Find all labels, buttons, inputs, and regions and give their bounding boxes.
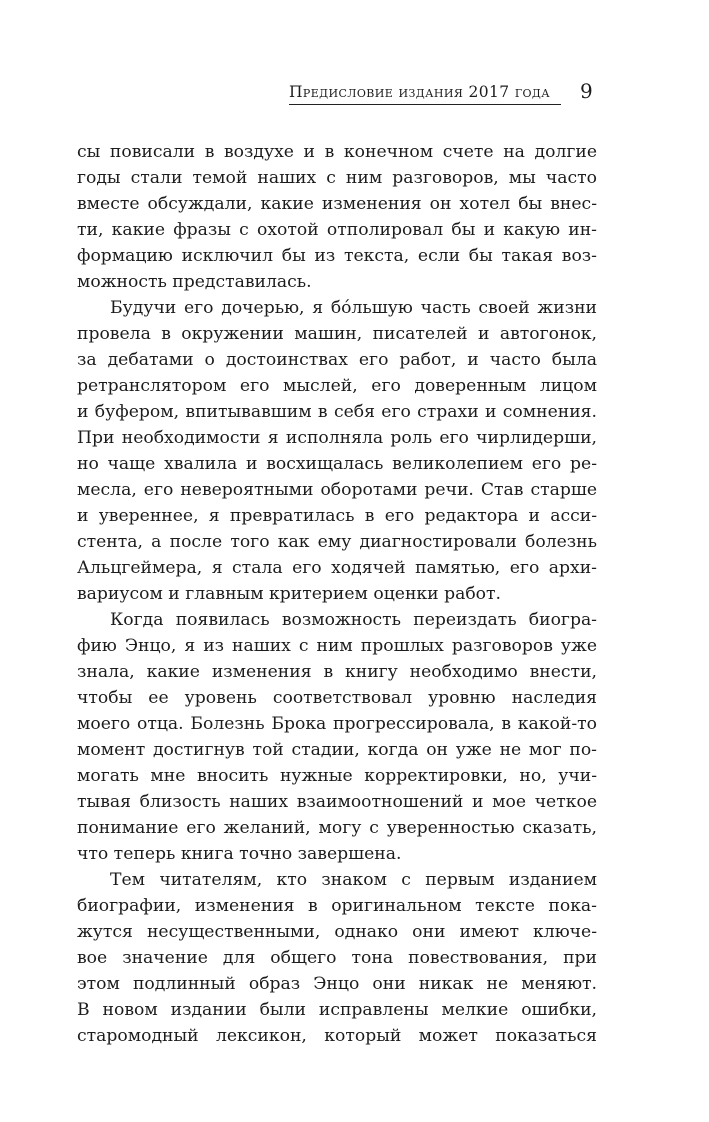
text-line: стента, а после того как ему диагностировали болезнь bbox=[77, 532, 597, 552]
text-line: сы повисали в воздухе и в конечном счете на долгие bbox=[77, 142, 597, 162]
text-line: вариусом и главным критерием оценки работ. bbox=[77, 584, 501, 604]
text-line: тывая близость наших взаимоотношений и мое четкое bbox=[77, 792, 597, 812]
text-line: При необходимости я исполняла роль его чирлидерши, bbox=[77, 428, 597, 448]
text-line: формацию исключил бы из текста, если бы такая воз- bbox=[77, 246, 597, 266]
text-line: жутся несущественными, однако они имеют ключе- bbox=[77, 922, 597, 942]
text-line: провела в окружении машин, писателей и автогонок, bbox=[77, 324, 597, 344]
text-line: месла, его невероятными оборотами речи. Став старше bbox=[77, 480, 597, 500]
text-line: могать мне вносить нужные корректировки, но, учи- bbox=[77, 766, 597, 786]
text-line: фию Энцо, я из наших с ним прошлых разговоров уже bbox=[77, 636, 597, 656]
text-line: и буфером, впитывавшим в себя его страхи и сомнения. bbox=[77, 402, 597, 422]
text-line: годы стали темой наших с ним разговоров, мы часто bbox=[77, 168, 597, 188]
text-line: В новом издании были исправлены мелкие ошибки, bbox=[77, 1000, 597, 1020]
paragraph-first-line: Когда появилась возможность переиздать биогра- bbox=[110, 610, 597, 630]
paragraph-first-line: Будучи его дочерью, я бóльшую часть своей жизни bbox=[110, 298, 597, 318]
text-line: ти, какие фразы с охотой отполировал бы и какую ин- bbox=[77, 220, 597, 240]
text-line: что теперь книга точно завершена. bbox=[77, 844, 402, 864]
text-line: чтобы ее уровень соответствовал уровню наследия bbox=[77, 688, 597, 708]
page-number: 9 bbox=[580, 79, 593, 103]
text-line: старомодный лексикон, который может показаться bbox=[77, 1026, 597, 1046]
text-line: и увереннее, я превратилась в его редактора и асси- bbox=[77, 506, 597, 526]
text-line: но чаще хвалила и восхищалась великолепием его ре- bbox=[77, 454, 597, 474]
text-line: момент достигнув той стадии, когда он уже не мог по- bbox=[77, 740, 597, 760]
text-line: за дебатами о достоинствах его работ, и часто была bbox=[77, 350, 597, 370]
text-line: понимание его желаний, могу с уверенностью сказать, bbox=[77, 818, 597, 838]
running-header-title: Предисловие издания 2017 года bbox=[289, 80, 561, 105]
text-line: Альцгеймера, я стала его ходячей памятью, его архи- bbox=[77, 558, 597, 578]
text-line: биографии, изменения в оригинальном тексте пока- bbox=[77, 896, 597, 916]
text-line: можность представилась. bbox=[77, 272, 312, 292]
text-line: вместе обсуждали, какие изменения он хотел бы внес- bbox=[77, 194, 597, 214]
text-line: вое значение для общего тона повествования, при bbox=[77, 948, 597, 968]
text-line: знала, какие изменения в книгу необходимо внести, bbox=[77, 662, 597, 682]
text-line: ретранслятором его мыслей, его доверенным лицом bbox=[77, 376, 597, 396]
paragraph-first-line: Тем читателям, кто знаком с первым изданием bbox=[110, 870, 597, 890]
text-line: моего отца. Болезнь Брока прогрессировала, в какой-то bbox=[77, 714, 597, 734]
text-line: этом подлинный образ Энцо они никак не меняют. bbox=[77, 974, 597, 994]
